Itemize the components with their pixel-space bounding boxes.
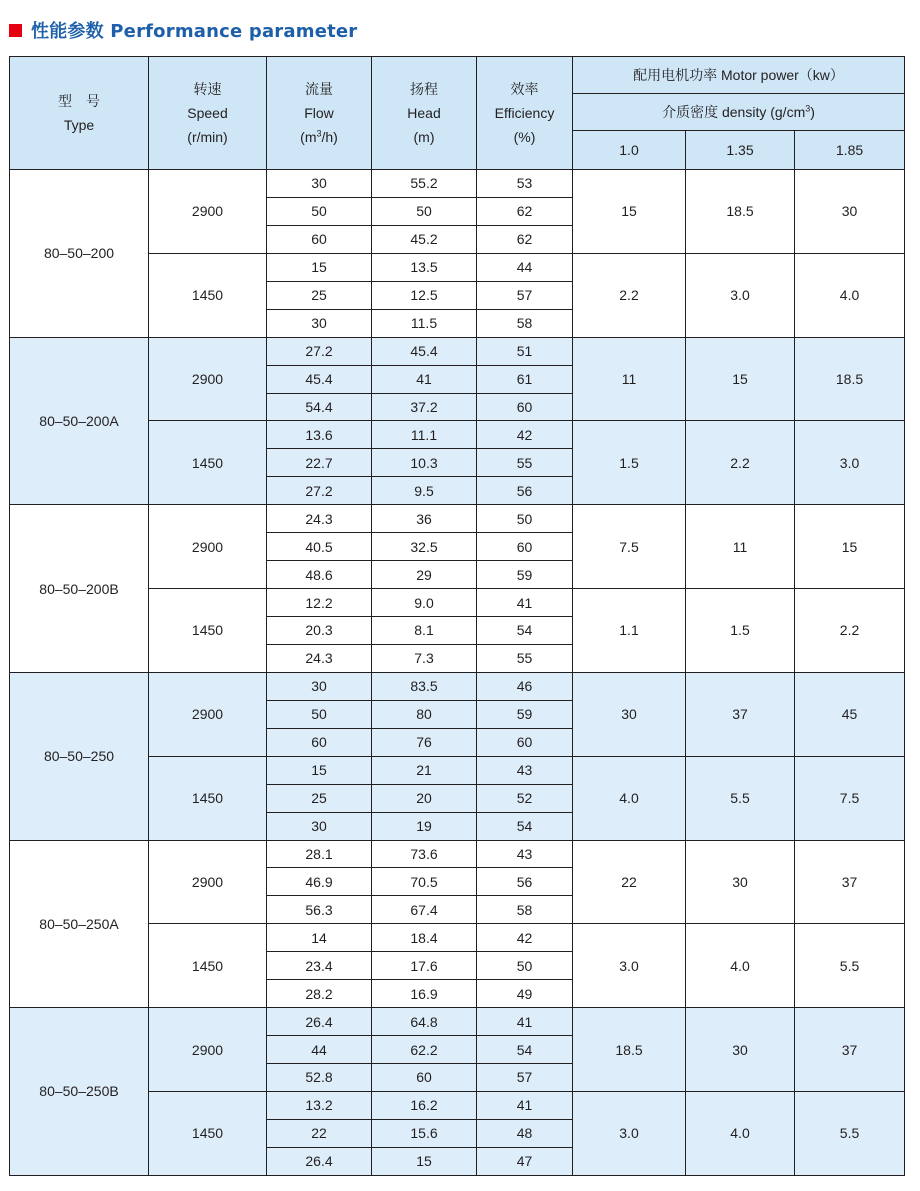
flow-cell: 30 <box>267 812 372 840</box>
head-cell: 70.5 <box>372 868 477 896</box>
motor-power-cell: 1.5 <box>686 589 795 673</box>
motor-power-cell: 2.2 <box>686 421 795 505</box>
efficiency-cell: 41 <box>477 1091 573 1119</box>
flow-cell: 45.4 <box>267 365 372 393</box>
speed-cell: 2900 <box>149 170 267 254</box>
motor-power-cell: 18.5 <box>686 170 795 254</box>
header-density: 介质密度 density $(g/cm^3)$ <box>573 94 905 131</box>
flow-cell: 14 <box>267 924 372 952</box>
efficiency-cell: 41 <box>477 589 573 617</box>
head-cell: 55.2 <box>372 170 477 198</box>
header-density-1: 1.0 <box>573 131 686 170</box>
efficiency-cell: 62 <box>477 225 573 253</box>
head-cell: 41 <box>372 365 477 393</box>
head-cell: 20 <box>372 784 477 812</box>
head-cell: 73.6 <box>372 840 477 868</box>
motor-power-cell: 22 <box>573 840 686 924</box>
efficiency-cell: 42 <box>477 421 573 449</box>
flow-cell: 60 <box>267 225 372 253</box>
section-title <box>9 17 357 43</box>
section-title-text: 性能参数 Performance parameter <box>31 21 358 42</box>
motor-power-cell: 18.5 <box>795 337 905 421</box>
model-type-cell: 80–50–200B <box>10 505 149 673</box>
efficiency-cell: 55 <box>477 449 573 477</box>
flow-cell: 24.3 <box>267 644 372 672</box>
head-cell: 67.4 <box>372 896 477 924</box>
flow-cell: 26.4 <box>267 1147 372 1175</box>
header-head: 扬程 Head (m) <box>372 57 477 170</box>
flow-cell: 46.9 <box>267 868 372 896</box>
head-cell: 15.6 <box>372 1119 477 1147</box>
motor-power-cell: 30 <box>686 840 795 924</box>
motor-power-cell: 7.5 <box>795 756 905 840</box>
efficiency-cell: 47 <box>477 1147 573 1175</box>
motor-power-cell: 3.0 <box>686 253 795 337</box>
efficiency-cell: 48 <box>477 1119 573 1147</box>
model-block <box>10 337 905 505</box>
model-type-cell: 80–50–250A <box>10 840 149 1008</box>
head-cell: 29 <box>372 561 477 589</box>
efficiency-cell: 57 <box>477 1064 573 1092</box>
efficiency-cell: 60 <box>477 728 573 756</box>
efficiency-cell: 59 <box>477 700 573 728</box>
head-cell: 80 <box>372 700 477 728</box>
efficiency-cell: 46 <box>477 672 573 700</box>
efficiency-cell: 50 <box>477 952 573 980</box>
flow-cell: 13.2 <box>267 1091 372 1119</box>
motor-power-cell: 5.5 <box>686 756 795 840</box>
efficiency-cell: 62 <box>477 197 573 225</box>
efficiency-cell: 52 <box>477 784 573 812</box>
motor-power-cell: 15 <box>795 505 905 589</box>
motor-power-cell: 5.5 <box>795 1091 905 1175</box>
model-type-cell: 80–50–200 <box>10 170 149 338</box>
efficiency-cell: 49 <box>477 980 573 1008</box>
motor-power-cell: 3.0 <box>573 924 686 1008</box>
speed-cell: 1450 <box>149 589 267 673</box>
motor-power-cell: 5.5 <box>795 924 905 1008</box>
red-square-icon <box>9 24 22 37</box>
flow-cell: 40.5 <box>267 533 372 561</box>
head-cell: 60 <box>372 1064 477 1092</box>
header-efficiency: 效率 Efficiency (%) <box>477 57 573 170</box>
flow-cell: 60 <box>267 728 372 756</box>
speed-cell: 1450 <box>149 421 267 505</box>
speed-cell: 1450 <box>149 1091 267 1175</box>
motor-power-cell: 7.5 <box>573 505 686 589</box>
header-density-2: 1.35 <box>686 131 795 170</box>
motor-power-cell: 15 <box>686 337 795 421</box>
head-cell: 19 <box>372 812 477 840</box>
model-block <box>10 170 905 338</box>
flow-cell: 20.3 <box>267 617 372 645</box>
flow-cell: 23.4 <box>267 952 372 980</box>
head-cell: 76 <box>372 728 477 756</box>
flow-cell: 56.3 <box>267 896 372 924</box>
speed-cell: 2900 <box>149 672 267 756</box>
head-cell: 45.4 <box>372 337 477 365</box>
flow-cell: 25 <box>267 784 372 812</box>
flow-cell: 44 <box>267 1036 372 1064</box>
flow-cell: 24.3 <box>267 505 372 533</box>
motor-power-cell: 30 <box>686 1008 795 1092</box>
table-row <box>10 840 905 868</box>
flow-cell: 54.4 <box>267 393 372 421</box>
flow-cell: 26.4 <box>267 1008 372 1036</box>
head-cell: 18.4 <box>372 924 477 952</box>
model-block <box>10 672 905 840</box>
motor-power-cell: 45 <box>795 672 905 756</box>
flow-cell: 50 <box>267 700 372 728</box>
efficiency-cell: 54 <box>477 617 573 645</box>
efficiency-cell: 55 <box>477 644 573 672</box>
motor-power-cell: 1.1 <box>573 589 686 673</box>
efficiency-cell: 53 <box>477 170 573 198</box>
efficiency-cell: 59 <box>477 561 573 589</box>
flow-cell: 28.1 <box>267 840 372 868</box>
head-cell: 9.5 <box>372 477 477 505</box>
head-cell: 62.2 <box>372 1036 477 1064</box>
flow-cell: 52.8 <box>267 1064 372 1092</box>
speed-cell: 2900 <box>149 840 267 924</box>
head-cell: 45.2 <box>372 225 477 253</box>
head-cell: 50 <box>372 197 477 225</box>
efficiency-cell: 42 <box>477 924 573 952</box>
efficiency-cell: 56 <box>477 868 573 896</box>
head-cell: 16.2 <box>372 1091 477 1119</box>
flow-cell: 28.2 <box>267 980 372 1008</box>
performance-table <box>9 56 905 1176</box>
motor-power-cell: 30 <box>795 170 905 254</box>
motor-power-cell: 3.0 <box>573 1091 686 1175</box>
motor-power-cell: 1.5 <box>573 421 686 505</box>
motor-power-cell: 3.0 <box>795 421 905 505</box>
flow-cell: 30 <box>267 170 372 198</box>
speed-cell: 2900 <box>149 337 267 421</box>
flow-cell: 22.7 <box>267 449 372 477</box>
flow-cell: 27.2 <box>267 337 372 365</box>
header-density-3: 1.85 <box>795 131 905 170</box>
head-cell: 11.5 <box>372 309 477 337</box>
table-row <box>10 505 905 533</box>
table-row <box>10 672 905 700</box>
head-cell: 15 <box>372 1147 477 1175</box>
flow-cell: 30 <box>267 672 372 700</box>
model-block <box>10 840 905 1008</box>
flow-cell: 25 <box>267 281 372 309</box>
motor-power-cell: 18.5 <box>573 1008 686 1092</box>
motor-power-cell: 4.0 <box>686 1091 795 1175</box>
head-cell: 13.5 <box>372 253 477 281</box>
motor-power-cell: 2.2 <box>795 589 905 673</box>
header-flow: 流量 Flow $(m^3/h)$ <box>267 57 372 170</box>
motor-power-cell: 15 <box>573 170 686 254</box>
head-cell: 11.1 <box>372 421 477 449</box>
motor-power-cell: 37 <box>795 840 905 924</box>
motor-power-cell: 37 <box>686 672 795 756</box>
efficiency-cell: 54 <box>477 812 573 840</box>
flow-cell: 48.6 <box>267 561 372 589</box>
flow-cell: 15 <box>267 756 372 784</box>
flow-cell: 30 <box>267 309 372 337</box>
head-cell: 17.6 <box>372 952 477 980</box>
flow-cell: 27.2 <box>267 477 372 505</box>
head-cell: 7.3 <box>372 644 477 672</box>
header-speed: 转速 Speed (r/min) <box>149 57 267 170</box>
speed-cell: 1450 <box>149 253 267 337</box>
head-cell: 64.8 <box>372 1008 477 1036</box>
motor-power-cell: 11 <box>686 505 795 589</box>
table-row <box>10 1008 905 1036</box>
efficiency-cell: 58 <box>477 309 573 337</box>
model-type-cell: 80–50–200A <box>10 337 149 505</box>
efficiency-cell: 41 <box>477 1008 573 1036</box>
model-block <box>10 1008 905 1176</box>
flow-cell: 15 <box>267 253 372 281</box>
head-cell: 21 <box>372 756 477 784</box>
motor-power-cell: 4.0 <box>795 253 905 337</box>
head-cell: 83.5 <box>372 672 477 700</box>
head-cell: 12.5 <box>372 281 477 309</box>
header-type: 型 号 Type <box>10 57 149 170</box>
motor-power-cell: 37 <box>795 1008 905 1092</box>
head-cell: 32.5 <box>372 533 477 561</box>
head-cell: 36 <box>372 505 477 533</box>
efficiency-cell: 51 <box>477 337 573 365</box>
model-type-cell: 80–50–250 <box>10 672 149 840</box>
table-row <box>10 337 905 365</box>
flow-cell: 22 <box>267 1119 372 1147</box>
efficiency-cell: 54 <box>477 1036 573 1064</box>
table-header <box>10 57 905 170</box>
head-cell: 10.3 <box>372 449 477 477</box>
motor-power-cell: 4.0 <box>686 924 795 1008</box>
speed-cell: 1450 <box>149 756 267 840</box>
model-type-cell: 80–50–250B <box>10 1008 149 1176</box>
efficiency-cell: 44 <box>477 253 573 281</box>
motor-power-cell: 30 <box>573 672 686 756</box>
motor-power-cell: 2.2 <box>573 253 686 337</box>
header-motor-power: 配用电机功率 Motor power（kw） <box>573 57 905 94</box>
speed-cell: 2900 <box>149 1008 267 1092</box>
efficiency-cell: 50 <box>477 505 573 533</box>
motor-power-cell: 11 <box>573 337 686 421</box>
head-cell: 37.2 <box>372 393 477 421</box>
head-cell: 9.0 <box>372 589 477 617</box>
speed-cell: 2900 <box>149 505 267 589</box>
flow-cell: 12.2 <box>267 589 372 617</box>
efficiency-cell: 58 <box>477 896 573 924</box>
efficiency-cell: 60 <box>477 393 573 421</box>
table-row <box>10 170 905 198</box>
speed-cell: 1450 <box>149 924 267 1008</box>
head-cell: 16.9 <box>372 980 477 1008</box>
model-block <box>10 505 905 673</box>
efficiency-cell: 56 <box>477 477 573 505</box>
efficiency-cell: 43 <box>477 756 573 784</box>
motor-power-cell: 4.0 <box>573 756 686 840</box>
efficiency-cell: 60 <box>477 533 573 561</box>
flow-cell: 50 <box>267 197 372 225</box>
head-cell: 8.1 <box>372 617 477 645</box>
flow-cell: 13.6 <box>267 421 372 449</box>
efficiency-cell: 61 <box>477 365 573 393</box>
efficiency-cell: 43 <box>477 840 573 868</box>
efficiency-cell: 57 <box>477 281 573 309</box>
